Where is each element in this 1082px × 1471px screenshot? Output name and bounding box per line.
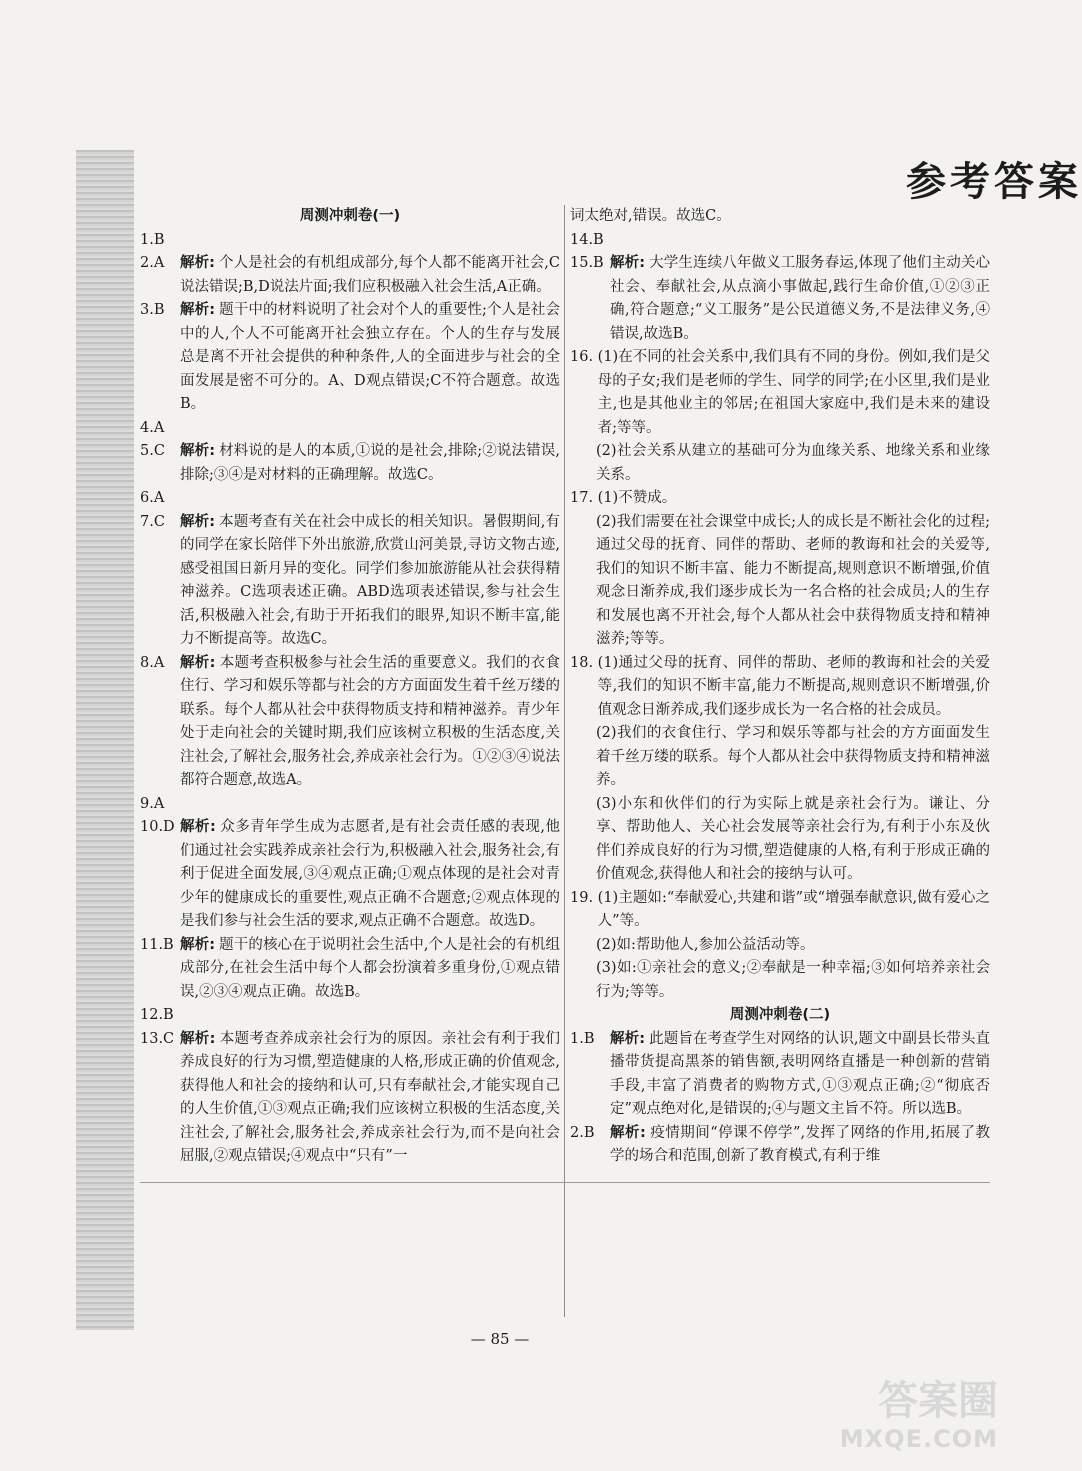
answer-number: 9.A: [140, 795, 165, 812]
watermark: [818, 1378, 998, 1454]
answer-body: [610, 252, 990, 346]
watermark-logo: 答案圈: [878, 1378, 998, 1424]
analysis-label: 解析:: [180, 255, 215, 271]
answer-item: [140, 440, 560, 487]
analysis-label: 解析:: [180, 1030, 216, 1047]
answer-item: [570, 887, 990, 934]
answer-body: [610, 1028, 990, 1122]
answer-item: [140, 793, 560, 817]
answer-body: [180, 511, 560, 652]
binding-shadow: [76, 150, 134, 1330]
page-number: — 85 —: [470, 1330, 530, 1348]
answer-body: [164, 487, 560, 511]
answer-item: [140, 487, 560, 511]
answer-item: [140, 511, 560, 652]
answer-body: [180, 816, 560, 934]
answer-item: [570, 346, 990, 440]
answer-number: 6.A: [140, 490, 165, 506]
answer-body: [180, 440, 560, 487]
right-column: [570, 205, 990, 1169]
answer-item: [140, 934, 560, 1005]
answer-number: 7.C: [140, 513, 170, 530]
answer-item: [570, 1028, 990, 1122]
answer-item: [140, 417, 560, 441]
answer-body: [598, 487, 990, 511]
answer-body: [180, 1028, 560, 1169]
answer-number: 15.B: [570, 255, 609, 271]
section-title-2: 周测冲刺卷(二): [729, 1007, 831, 1023]
answer-continuation: (3)小东和伙伴们的行为实际上就是亲社会行为。谦让、分享、帮助他人、关心社会发展等亲社会行为,有利于小东及伙伴们养成良好的行为习惯,塑造健康的人格,有利于形成正确的价值观念,获得他人和社会的接纳与认可。: [596, 795, 990, 882]
analysis-label: 解析:: [180, 819, 216, 835]
continuation-text: 词太绝对,错误。故选C。: [570, 208, 731, 224]
analysis-label: 解析:: [180, 443, 216, 459]
answer-item: [140, 1028, 560, 1169]
answer-body: [180, 934, 560, 1005]
answer-body: [164, 417, 560, 441]
answer-item: [140, 252, 560, 299]
answer-text: (1)通过父母的抚育、同伴的帮助、老师的教诲和社会的关爱等,我们的知识不断丰富,能力不断提高,规则意识不断增强,价值观念日渐养成,我们逐步成长为一名合格的社会成员。: [597, 654, 990, 718]
answer-number: 5.C: [140, 443, 170, 459]
answer-item: [140, 299, 560, 417]
answer-number: 2.A: [140, 255, 169, 271]
analysis-label: 解析:: [610, 255, 646, 271]
answer-text: 题干的核心在于说明社会生活中,个人是社会的有机组成部分,在社会生活中每个人都会扮演着多重身份,①观点错误,②③④观点正确。故选B。: [180, 936, 560, 1000]
answer-list-right: [570, 229, 990, 1005]
answer-item: [140, 652, 560, 793]
answer-number: 3.B: [140, 302, 170, 318]
answer-body: [174, 1004, 560, 1028]
answer-item: [570, 1122, 990, 1169]
answer-continuation: (2)我们的衣食住行、学习和娱乐等都与社会的方方面面发生着千丝万缕的联系。每个人都从社会中获得物质支持和精神滋养。: [596, 725, 990, 788]
answer-item: [570, 487, 990, 511]
answer-number: 10.D: [140, 819, 180, 835]
answer-number: 1.B: [140, 231, 165, 248]
answer-body: [598, 346, 990, 440]
answer-continuation: (2)如:帮助他人,参加公益活动等。: [596, 936, 815, 953]
answer-number: 12.B: [140, 1007, 174, 1023]
answer-body: [164, 793, 560, 817]
answer-text: 个人是社会的有机组成部分,每个人都不能离开社会,C说法错误;B,D说法片面;我们应积极融入社会生活,A正确。: [180, 255, 560, 295]
left-column: [140, 205, 560, 1169]
answer-number: 1.B: [570, 1030, 600, 1047]
answer-continuation: (2)社会关系从建立的基础可分为血缘关系、地缘关系和业缘关系。: [596, 443, 990, 483]
answer-item: [570, 252, 990, 346]
answer-item: [140, 229, 560, 253]
answer-text: 疫情期间“停课不停学”,发挥了网络的作用,拓展了教学的场合和范围,创新了教育模式,有利于维: [610, 1124, 990, 1164]
watermark-url: MXQE.COM: [839, 1425, 998, 1453]
answer-text: (1)在不同的社会关系中,我们具有不同的身份。例如,我们是父母的子女;我们是老师的学生、同学的同学;在小区里,我们是业主,也是其他业主的邻居;在祖国大家庭中,我们是未来的建设者;等等。: [597, 349, 990, 436]
answer-number: 8.A: [140, 654, 169, 671]
answer-body: [604, 229, 990, 253]
answer-item: [140, 1004, 560, 1028]
answer-list-right-2: [570, 1028, 990, 1169]
answer-body: [180, 299, 560, 417]
answer-body: [180, 652, 560, 793]
answer-continuation: (3)如:①亲社会的意义;②奉献是一种幸福;③如何培养亲社会行为;等等。: [596, 960, 990, 1000]
answer-number: 14.B: [570, 231, 604, 248]
analysis-label: 解析:: [180, 302, 216, 318]
answer-text: (1)不赞成。: [597, 490, 677, 506]
answer-number: 16.: [570, 349, 598, 365]
answer-number: 17.: [570, 490, 598, 506]
answer-text: 此题旨在考查学生对网络的认识,题文中副县长带头直播带货提高黑茶的销售额,表明网络直播是一种创新的营销手段,丰富了消费者的购物方式,①③观点正确;②“彻底否定”观点绝对化,是错误的;④与题文主旨不符。所以选B。: [610, 1030, 990, 1117]
answer-text: 本题考查有关在社会中成长的相关知识。暑假期间,有的同学在家长陪伴下外出旅游,欣赏山河美景,寻访文物古迹,感受祖国日新月异的变化。同学们参加旅游能从社会获得精神滋养。C选项表述正确。ABD选项表述错误,参与社会生活,积极融入社会,有助于开拓我们的眼界,知识不断丰富,能力不断提高等。故选C。: [180, 513, 560, 647]
answer-text: 题干中的材料说明了社会对个人的重要性;个人是社会中的人,个人不可能离开社会独立存在。个人的生存与发展总是离不开社会提供的种种条件,人的全面进步与社会的全面发展是密不可分的。A、D观点错误;C不符合题意。故选B。: [180, 302, 560, 412]
answer-text: 本题考查养成亲社会行为的原因。亲社会有利于我们养成良好的行为习惯,塑造健康的人格,形成正确的价值观念,获得他人和社会的接纳和认可,只有奉献社会,才能实现自己的人生价值,①③观点正确;我们应该树立积极的生活态度,关注社会,了解社会,服务社会,养成亲社会行为,而不是向社会屈服,②观点错误;④观点中“只有”一: [180, 1030, 560, 1164]
answer-number: 2.B: [570, 1124, 600, 1141]
analysis-label: 解析:: [180, 513, 216, 530]
answer-number: 18.: [570, 654, 598, 671]
answer-text: (1)主题如:“奉献爱心,共建和谐”或“增强奉献意识,做有爱心之人”等。: [597, 889, 990, 929]
answer-item: [140, 816, 560, 934]
answer-number: 19.: [570, 889, 598, 906]
answer-text: 材料说的是人的本质,①说的是社会,排除;②说法错误,排除;③④是对材料的正确理解。故选C。: [180, 443, 560, 483]
answer-item: [570, 652, 990, 723]
analysis-label: 解析:: [610, 1030, 646, 1047]
answer-number: 13.C: [140, 1030, 179, 1047]
answer-body: [610, 1122, 990, 1169]
answer-continuation: (2)我们需要在社会课堂中成长;人的成长是不断社会化的过程;通过父母的抚育、同伴的帮助、老师的教诲和社会的关爱等,我们的知识不断丰富、能力不断提高,规则意识不断增强,价值观念日渐养成,我们逐步成长为一名合格的社会成员;人的生存和发展也离不开社会,每个人都从社会中获得物质支持和精神滋养;等等。: [596, 513, 990, 647]
column-divider: [564, 205, 565, 1317]
answer-body: [598, 887, 990, 934]
answer-number: 4.A: [140, 419, 165, 436]
answer-text: 大学生连续八年做义工服务春运,体现了他们主动关心社会、奉献社会,从点滴小事做起,践行生命价值,①②③正确,符合题意;“义工服务”是公民道德义务,不是法律义务,④错误,故选B。: [610, 255, 990, 342]
page-title: 参考答案: [906, 158, 1082, 205]
answer-text: 众多青年学生成为志愿者,是有社会责任感的表现,他们通过社会实践养成亲社会行为,积极融入社会,服务社会,有利于促进全面发展,③④观点正确;①观点体现的是社会对青少年的健康成长的重要性,观点正确不合题意;②观点体现的是我们参与社会生活的要求,观点正确不合题意。故选D。: [180, 819, 560, 929]
analysis-label: 解析:: [180, 654, 216, 671]
answer-item: [570, 229, 990, 253]
answer-text: 本题考查积极参与社会生活的重要意义。我们的衣食住行、学习和娱乐等都与社会的方方面面发生着千丝万缕的联系。每个人都从社会中获得物质支持和精神滋养。青少年处于走向社会的关键时期,我们应该树立积极的生活态度,关注社会,了解社会,服务社会,养成亲社会行为。①②③④说法都符合题意,故选A。: [180, 654, 560, 788]
section-title-1: 周测冲刺卷(一): [299, 208, 401, 224]
analysis-label: 解析:: [610, 1124, 646, 1141]
answer-body: [598, 652, 990, 723]
answer-number: 11.B: [140, 936, 179, 953]
answer-list-left: [140, 229, 560, 1169]
answer-body: [180, 252, 560, 299]
analysis-label: 解析:: [180, 936, 216, 953]
fold-line: [140, 1182, 990, 1183]
answer-body: [165, 229, 561, 253]
